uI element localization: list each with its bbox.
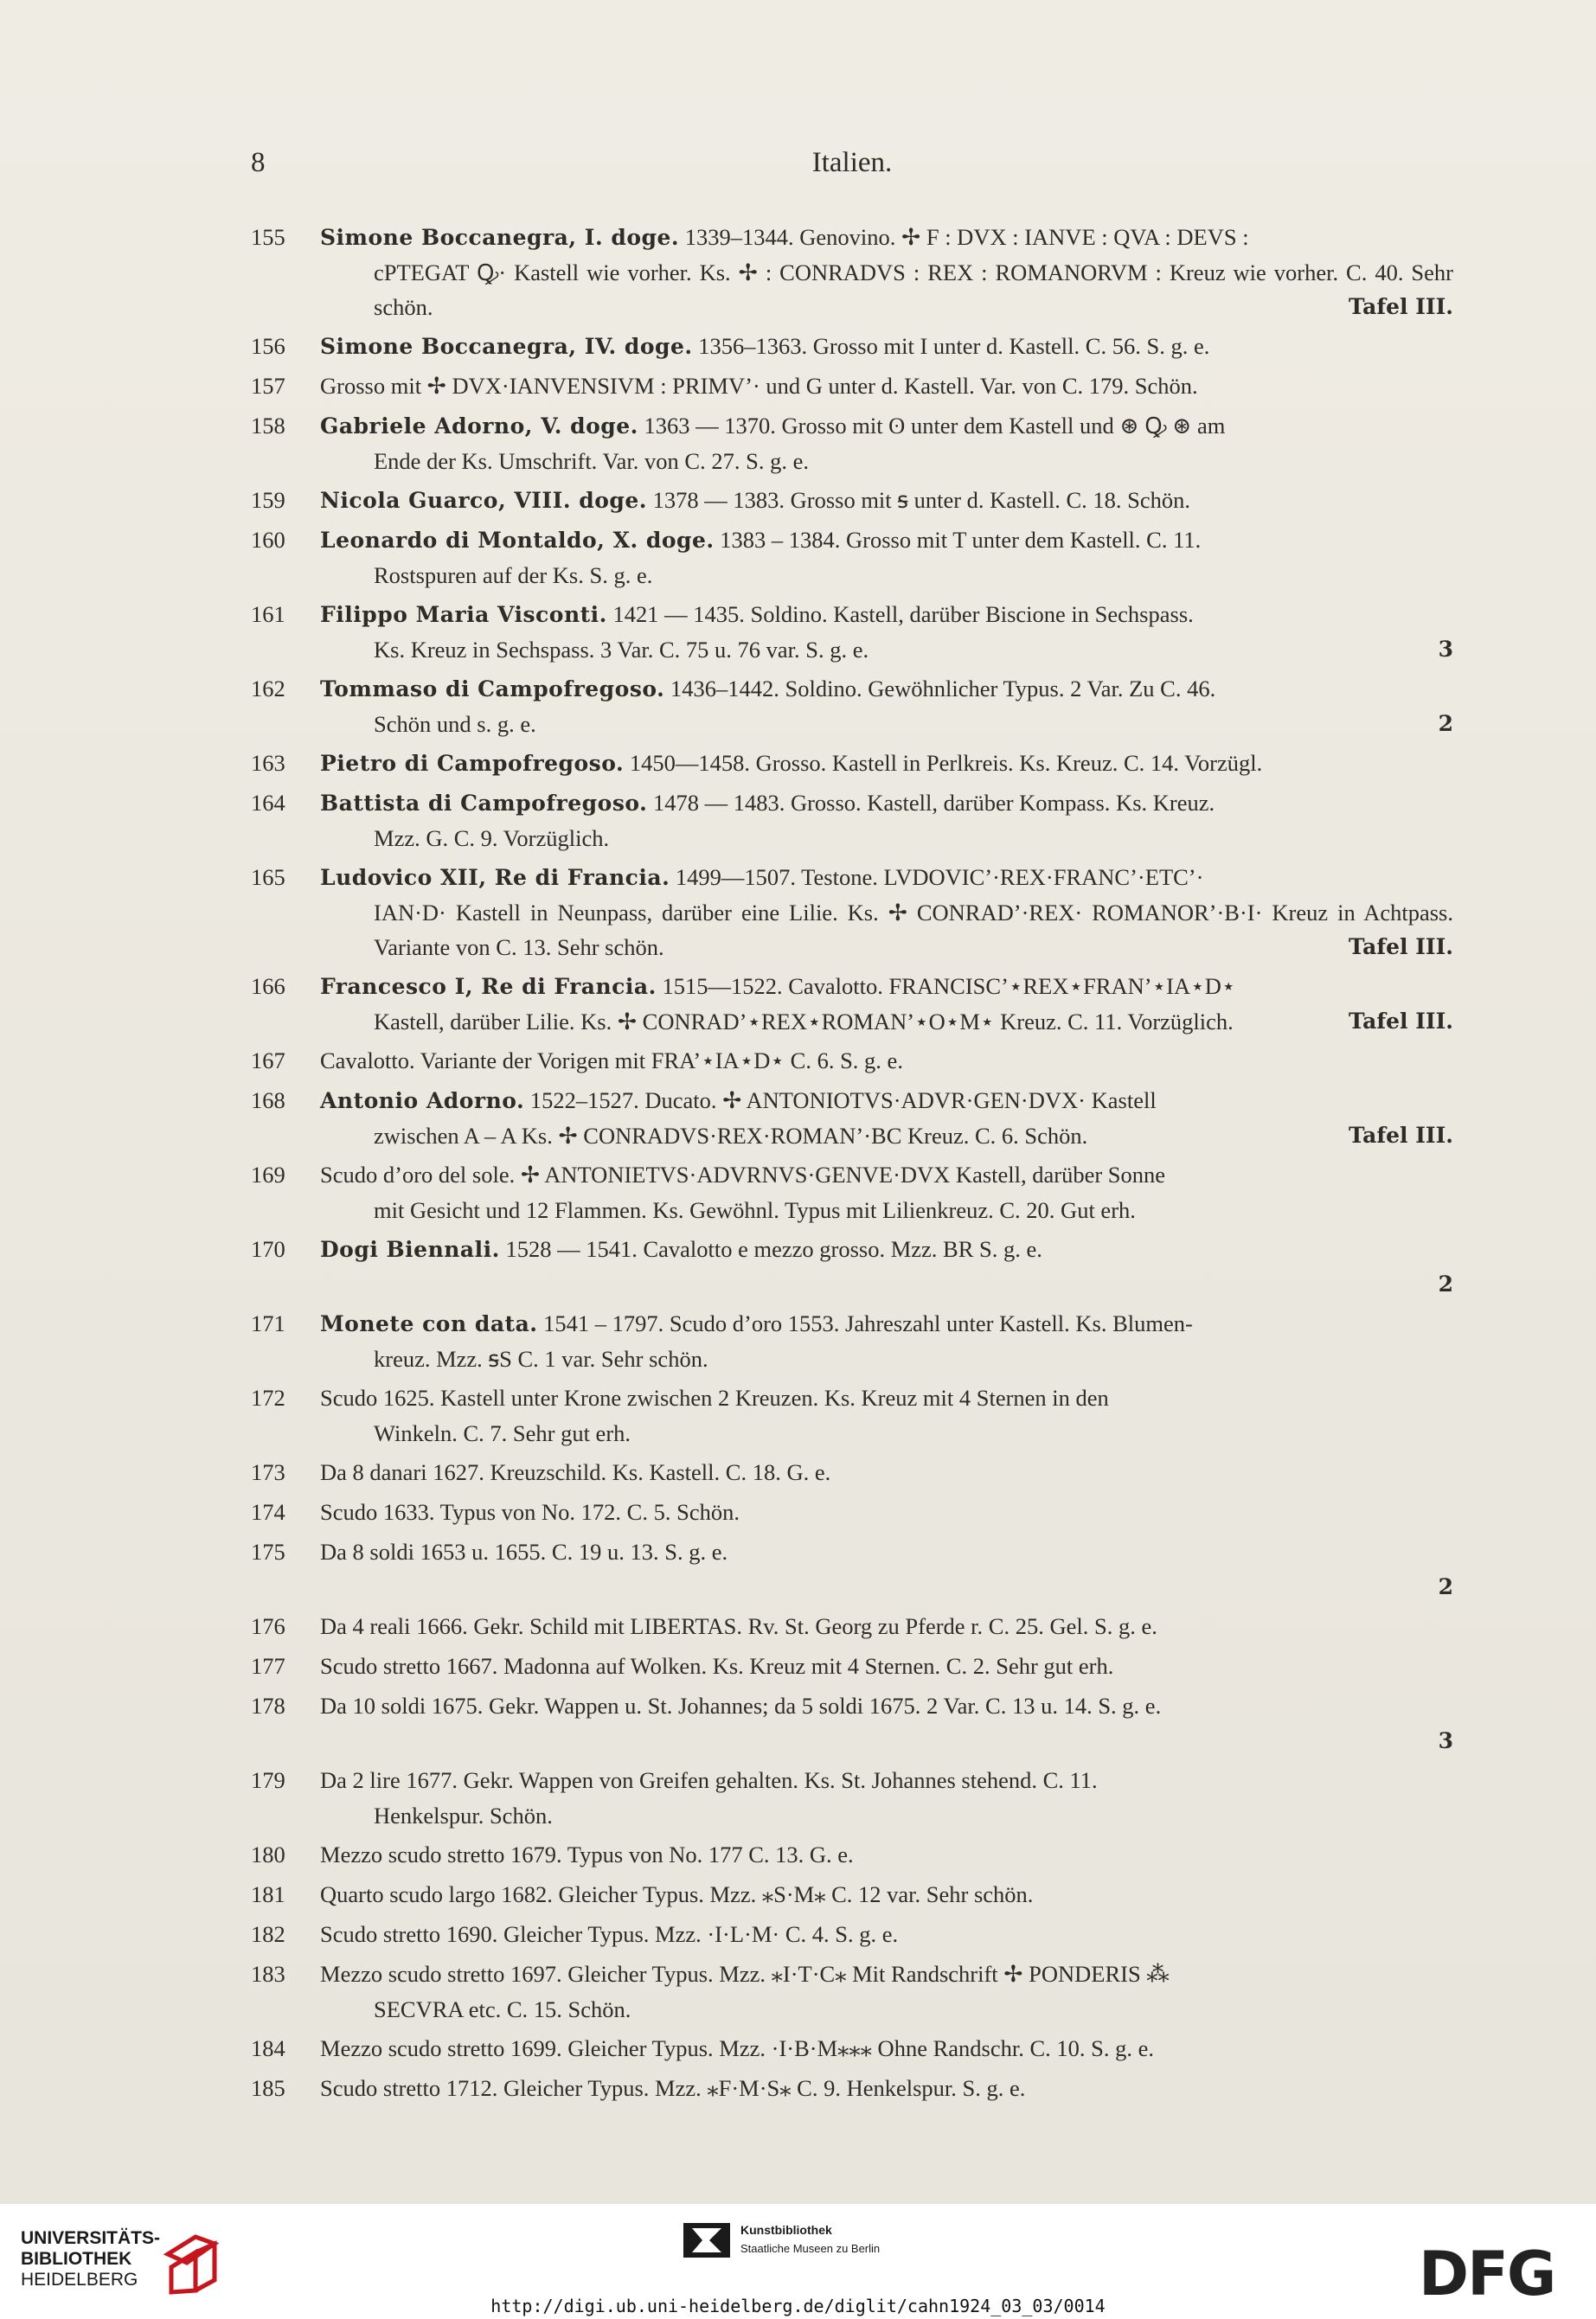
library-name-line2: BIBLIOTHEK	[21, 2249, 132, 2269]
catalogue-entry	[251, 1455, 1453, 1490]
entry-continuation-text: kreuz. Mzz. ꟊS C. 1 var. Sehr schön.	[374, 1346, 708, 1372]
entry-first-line	[320, 1047, 903, 1073]
heidelberg-library-logo[interactable]	[21, 2228, 228, 2306]
catalogue-entry	[251, 1534, 1453, 1605]
entry-description: Mezzo scudo stretto 1699. Gleicher Typus. Mzz. ·I·B·M⁎⁎⁎ Ohne Randschr. C. 10. S. g. e.	[320, 2035, 1155, 2061]
entry-number: 178	[251, 1693, 285, 1719]
catalogue-entry	[251, 329, 1453, 364]
entry-continuation-text: Winkeln. C. 7. Sehr gut erh.	[374, 1420, 631, 1446]
catalogue-entry	[251, 1609, 1453, 1644]
entry-first-line	[320, 601, 1194, 627]
entry-description: Scudo 1633. Typus von No. 172. C. 5. Schön.	[320, 1499, 740, 1525]
entry-description: Da 8 soldi 1653 u. 1655. C. 19 u. 13. S. g. e.	[320, 1539, 728, 1565]
catalogue-entry	[251, 969, 1453, 1039]
entry-first-line	[320, 1499, 740, 1525]
entry-text	[320, 1957, 1453, 2027]
entry-plate-or-count: Tafel III.	[1348, 1009, 1453, 1034]
entry-number: 156	[251, 333, 285, 359]
entry-first-line	[320, 333, 1209, 359]
library-mark-icon	[161, 2228, 221, 2296]
entry-first-line	[320, 1385, 1109, 1411]
entry-description: Mezzo scudo stretto 1697. Gleicher Typus. Mzz. ⁎I·T·C⁎ Mit Randschrift ✢ PONDERIS ⁂	[320, 1961, 1170, 1987]
entry-continuation	[320, 821, 1453, 855]
entry-first-line	[320, 790, 1215, 816]
ruler-name: Francesco I, Re di Francia.	[320, 974, 657, 999]
entry-continuation-text: Henkelspur. Schön.	[374, 1803, 553, 1829]
catalogue-entry	[251, 1381, 1453, 1451]
entry-number: 175	[251, 1539, 285, 1565]
catalogue-entry	[251, 2071, 1453, 2106]
entry-description: 1383 – 1384. Grosso mit T unter dem Kastell. C. 11.	[714, 527, 1202, 553]
entry-text	[320, 2071, 1453, 2106]
entry-description: 1522–1527. Ducato. ✢ ANTONIOTVS·ADVR·GEN·DVX· Kastell	[524, 1087, 1157, 1113]
entry-plate-or-count: 3	[1438, 1728, 1453, 1753]
entry-description: 1421 — 1435. Soldino. Kastell, darüber Biscione in Sechspass.	[606, 601, 1194, 627]
entry-description: 1541 – 1797. Scudo d’oro 1553. Jahreszahl unter Kastell. Ks. Blumen-	[537, 1310, 1193, 1336]
entry-description: Scudo stretto 1667. Madonna auf Wolken. Ks. Kreuz mit 4 Sternen. C. 2. Sehr gut erh.	[320, 1653, 1114, 1679]
entry-continuation-text: IAN·D· Kastell in Neunpass, darüber eine Lilie. Ks. ✢ CONRAD’·REX· ROMANOR’·B·I· Kreuz in Achtpass. Variante von C. 13. Sehr schön.	[374, 900, 1453, 960]
entry-text	[320, 1917, 1453, 1952]
entry-number: 184	[251, 2035, 285, 2061]
entry-continuation-text: Ende der Ks. Umschrift. Var. von C. 27. S. g. e.	[374, 448, 809, 474]
entry-first-line	[320, 1459, 830, 1485]
ruler-name: Battista di Campofregoso.	[320, 791, 648, 816]
entry-description: Da 2 lire 1677. Gekr. Wappen von Greifen gehalten. Ks. St. Johannes stehend. C. 11.	[320, 1767, 1098, 1793]
entry-text	[320, 1837, 1453, 1873]
entry-continuation	[320, 895, 1453, 964]
entry-text	[320, 220, 1453, 324]
entry-description: Scudo d’oro del sole. ✢ ANTONIETVS·ADVRNVS·GENVE·DVX Kastell, darüber Sonne	[320, 1162, 1166, 1188]
entry-description: Quarto scudo largo 1682. Gleicher Typus. Mzz. ⁎S·M⁎ C. 12 var. Sehr schön.	[320, 1881, 1034, 1907]
entry-continuation	[320, 1193, 1453, 1227]
catalogue-entry	[251, 1688, 1453, 1758]
entry-number: 162	[251, 676, 285, 701]
entry-description: 1339–1344. Genovino. ✢ F : DVX : IANVE : QVA : DEVS :	[679, 224, 1249, 250]
entry-description: 1478 — 1483. Grosso. Kastell, darüber Kompass. Ks. Kreuz.	[647, 790, 1215, 816]
entry-first-line	[320, 864, 1203, 890]
entry-plate-or-count: Tafel III.	[1348, 294, 1453, 319]
entry-continuation	[320, 255, 1453, 324]
entry-number: 183	[251, 1961, 285, 1987]
entry-description: 1499—1507. Testone. LVDOVIC’·REX·FRANC’·ETC’·	[670, 864, 1204, 890]
entry-first-line	[320, 2075, 1025, 2101]
ruler-name: Nicola Guarco, VIII. doge.	[320, 488, 647, 513]
catalogue-entry	[251, 1495, 1453, 1530]
entry-description: 1436–1442. Soldino. Gewöhnlicher Typus. 2 Var. Zu C. 46.	[664, 676, 1216, 701]
entry-number: 185	[251, 2075, 285, 2101]
page-number: 8	[251, 147, 266, 178]
entry-first-line	[320, 527, 1201, 553]
entry-text	[320, 1043, 1453, 1079]
entry-description: Da 8 danari 1627. Kreuzschild. Ks. Kastell. C. 18. G. e.	[320, 1459, 831, 1485]
entry-description: Cavalotto. Variante der Vorigen mit FRA’⋆IA⋆D⋆ C. 6. S. g. e.	[320, 1047, 903, 1073]
catalogue-entry	[251, 1837, 1453, 1873]
dfg-logo[interactable]: DFG	[1419, 2239, 1555, 2309]
entry-first-line	[320, 224, 1249, 250]
entry-number: 166	[251, 973, 285, 999]
entry-text	[320, 329, 1453, 364]
entry-number: 159	[251, 487, 285, 513]
entry-number: 170	[251, 1236, 285, 1262]
entry-description: 1515—1522. Cavalotto. FRANCISC’⋆REX⋆FRAN’⋆IA⋆D⋆	[656, 973, 1236, 999]
entry-number: 161	[251, 601, 285, 627]
entry-text	[320, 1688, 1453, 1758]
entry-plate-or-count: 2	[1438, 1272, 1453, 1297]
catalogue-entry	[251, 785, 1453, 855]
entry-text	[320, 1534, 1453, 1605]
entry-description: Grosso mit ✢ DVX·IANVENSIVM : PRIMV’· und G unter d. Kastell. Var. von C. 179. Schön.	[320, 373, 1198, 399]
library-name-line1: UNIVERSITÄTS-	[21, 2228, 161, 2248]
entry-continuation-text: cPTEGAT Ꝙ· Kastell wie vorher. Ks. ✢ : CONRADVS : REX : ROMANORVM : Kreuz wie vorher. C. 40. Sehr schön.	[374, 259, 1453, 320]
entry-description: Da 10 soldi 1675. Gekr. Wappen u. St. Johannes; da 5 soldi 1675. 2 Var. C. 13 u. 14. S. g. e.	[320, 1693, 1162, 1719]
entry-first-line	[320, 1613, 1157, 1639]
entry-continuation-text: Schön und s. g. e.	[374, 711, 536, 737]
catalogue-entry	[251, 1232, 1453, 1302]
entry-number: 158	[251, 413, 285, 439]
entry-plate-or-count: 2	[1438, 1574, 1453, 1599]
catalogue-entry	[251, 1083, 1453, 1153]
entry-text	[320, 522, 1453, 593]
entry-description: Mezzo scudo stretto 1679. Typus von No. 177 C. 13. G. e.	[320, 1842, 854, 1867]
entry-text	[320, 368, 1453, 404]
entry-text	[320, 1455, 1453, 1490]
entry-first-line	[320, 1236, 1042, 1262]
entry-text	[320, 1157, 1453, 1227]
catalogue-entry	[251, 1043, 1453, 1079]
ruler-name: Antonio Adorno.	[320, 1088, 525, 1113]
entry-first-line	[320, 1087, 1157, 1113]
entry-first-line	[320, 1310, 1193, 1336]
entry-continuation-text: Mzz. G. C. 9. Vorzüglich.	[374, 825, 610, 851]
entry-text	[320, 597, 1453, 667]
entry-number: 164	[251, 790, 285, 816]
entry-text	[320, 1083, 1453, 1153]
catalogue-entry	[251, 746, 1453, 781]
entry-first-line	[320, 1881, 1033, 1907]
entry-first-line	[320, 676, 1215, 701]
catalogue-entry	[251, 522, 1453, 593]
entry-text	[320, 1763, 1453, 1833]
entry-number: 177	[251, 1653, 285, 1679]
entry-number: 155	[251, 224, 285, 250]
catalogue-entry	[251, 408, 1453, 478]
catalogue-entry	[251, 368, 1453, 404]
entry-text	[320, 860, 1453, 964]
entry-description: Scudo stretto 1712. Gleicher Typus. Mzz. ⁎F·M·S⁎ C. 9. Henkelspur. S. g. e.	[320, 2075, 1026, 2101]
catalogue-entry	[251, 1157, 1453, 1227]
entry-plate-or-count: Tafel III.	[1348, 1123, 1453, 1148]
entry-plate-or-count: 2	[1438, 711, 1453, 736]
library-name-line3: HEIDELBERG	[21, 2270, 138, 2290]
entry-text	[320, 483, 1453, 518]
entry-first-line	[320, 1162, 1165, 1188]
catalogue-entry	[251, 597, 1453, 667]
entry-number: 172	[251, 1385, 285, 1411]
entry-number: 174	[251, 1499, 285, 1525]
entry-continuation	[320, 1798, 1453, 1833]
entry-continuation	[320, 632, 1453, 667]
kunstbibliothek-logo[interactable]	[683, 2223, 881, 2262]
entry-first-line	[320, 1767, 1098, 1793]
entry-text	[320, 785, 1453, 855]
entry-number: 167	[251, 1047, 285, 1073]
entry-first-line	[320, 1961, 1170, 1987]
entry-first-line	[320, 2035, 1154, 2061]
entry-first-line	[320, 373, 1198, 399]
entry-number: 181	[251, 1881, 285, 1907]
entry-text	[320, 1495, 1453, 1530]
entry-first-line	[320, 1539, 727, 1565]
kunstbibliothek-subtitle: Staatliche Museen zu Berlin	[740, 2242, 881, 2255]
permalink-url[interactable]: http://digi.ub.uni-heidelberg.de/diglit/cahn1924_03_03/0014	[490, 2296, 1106, 2316]
ruler-name: Ludovico XII, Re di Francia.	[320, 865, 670, 890]
ruler-name: Leonardo di Montaldo, X. doge.	[320, 528, 715, 553]
footer-bar	[0, 2204, 1596, 2319]
ruler-name: Monete con data.	[320, 1311, 538, 1336]
kunstbibliothek-title: Kunstbibliothek	[740, 2223, 832, 2237]
catalogue-entry	[251, 483, 1453, 518]
catalogue-entry	[251, 1306, 1453, 1376]
entry-first-line	[320, 1653, 1113, 1679]
entry-text	[320, 1609, 1453, 1644]
ruler-name: Simone Boccanegra, I. doge.	[320, 225, 680, 250]
entry-number: 173	[251, 1459, 285, 1485]
ruler-name: Gabriele Adorno, V. doge.	[320, 413, 638, 439]
entry-number: 180	[251, 1842, 285, 1867]
entry-number: 160	[251, 527, 285, 553]
kunstbibliothek-icon	[683, 2223, 730, 2258]
entry-continuation-text: mit Gesicht und 12 Flammen. Ks. Gewöhnl. Typus mit Lilienkreuz. C. 20. Gut erh.	[374, 1197, 1136, 1223]
entry-continuation	[320, 558, 1453, 593]
entry-first-line	[320, 1921, 898, 1947]
catalogue-entry	[251, 860, 1453, 964]
entry-plate-or-count: 3	[1438, 637, 1453, 662]
entry-continuation	[320, 1342, 1453, 1376]
entry-continuation	[320, 1416, 1453, 1451]
entry-continuation	[320, 707, 1453, 741]
entry-description: 1450—1458. Grosso. Kastell in Perlkreis. Ks. Kreuz. C. 14. Vorzügl.	[624, 750, 1263, 776]
entry-number: 168	[251, 1087, 285, 1113]
entry-text	[320, 2031, 1453, 2066]
entry-number: 171	[251, 1310, 285, 1336]
entry-description: 1356–1363. Grosso mit I unter d. Kastell. C. 56. S. g. e.	[692, 333, 1210, 359]
entry-description: Scudo stretto 1690. Gleicher Typus. Mzz. ·I·L·M· C. 4. S. g. e.	[320, 1921, 899, 1947]
entry-continuation-text: zwischen A – A Ks. ✢ CONRADVS·REX·ROMAN’·BC Kreuz. C. 6. Schön.	[374, 1123, 1088, 1149]
catalogue-entry	[251, 2031, 1453, 2066]
entry-number: 157	[251, 373, 285, 399]
entry-first-line	[320, 487, 1190, 513]
catalogue-entry	[251, 220, 1453, 324]
entry-number: 182	[251, 1921, 285, 1947]
entry-first-line	[320, 413, 1225, 439]
entry-text	[320, 1381, 1453, 1451]
entry-first-line	[320, 750, 1262, 776]
entry-continuation-text: Rostspuren auf der Ks. S. g. e.	[374, 562, 653, 588]
entry-description: 1363 — 1370. Grosso mit ʘ unter dem Kastell und ⊛ Ꝙ ⊛ am	[638, 413, 1226, 439]
entry-number: 179	[251, 1767, 285, 1793]
entry-text	[320, 969, 1453, 1039]
catalogue-entry	[251, 1763, 1453, 1833]
ruler-name: Pietro di Campofregoso.	[320, 751, 625, 776]
entry-text	[320, 1306, 1453, 1376]
entry-first-line	[320, 1693, 1161, 1719]
page-header	[251, 147, 1453, 185]
catalogue-entry	[251, 671, 1453, 741]
entry-continuation	[320, 444, 1453, 478]
entry-description: Da 4 reali 1666. Gekr. Schild mit LIBERTAS. Rv. St. Georg zu Pferde r. C. 25. Gel. S. g. e.	[320, 1613, 1157, 1639]
catalogue-entry	[251, 1917, 1453, 1952]
entry-first-line	[320, 973, 1235, 999]
entry-text	[320, 1649, 1453, 1684]
entry-description: 1528 — 1541. Cavalotto e mezzo grosso. Mzz. BR S. g. e.	[499, 1236, 1042, 1262]
entry-number: 165	[251, 864, 285, 890]
running-title: Italien.	[811, 147, 893, 178]
entry-continuation-text: SECVRA etc. C. 15. Schön.	[374, 1996, 631, 2022]
entry-text	[320, 746, 1453, 781]
entry-text	[320, 1232, 1453, 1302]
ruler-name: Simone Boccanegra, IV. doge.	[320, 334, 693, 359]
entry-description: Scudo 1625. Kastell unter Krone zwischen 2 Kreuzen. Ks. Kreuz mit 4 Sternen in den	[320, 1385, 1109, 1411]
entry-number: 176	[251, 1613, 285, 1639]
entry-continuation	[320, 1118, 1453, 1153]
entry-text	[320, 671, 1453, 741]
entry-continuation	[320, 1004, 1453, 1039]
entry-text	[320, 1877, 1453, 1912]
catalogue-entries	[251, 220, 1453, 2111]
catalogue-entry	[251, 1649, 1453, 1684]
catalogue-entry	[251, 1957, 1453, 2027]
entry-first-line	[320, 1842, 854, 1867]
entry-continuation-text: Kastell, darüber Lilie. Ks. ✢ CONRAD’⋆REX⋆ROMAN’⋆O⋆M⋆ Kreuz. C. 11. Vorzüglich.	[374, 1009, 1234, 1035]
entry-continuation-text: Ks. Kreuz in Sechspass. 3 Var. C. 75 u. 76 var. S. g. e.	[374, 637, 869, 663]
entry-continuation	[320, 1992, 1453, 2027]
entry-plate-or-count: Tafel III.	[1348, 934, 1453, 959]
ruler-name: Dogi Biennali.	[320, 1237, 500, 1262]
entry-text	[320, 408, 1453, 478]
catalogue-entry	[251, 1877, 1453, 1912]
ruler-name: Tommaso di Campofregoso.	[320, 676, 665, 701]
entry-number: 163	[251, 750, 285, 776]
entry-description: 1378 — 1383. Grosso mit ꟊ unter d. Kastell. C. 18. Schön.	[646, 487, 1191, 513]
entry-number: 169	[251, 1162, 285, 1188]
ruler-name: Filippo Maria Visconti.	[320, 602, 607, 627]
